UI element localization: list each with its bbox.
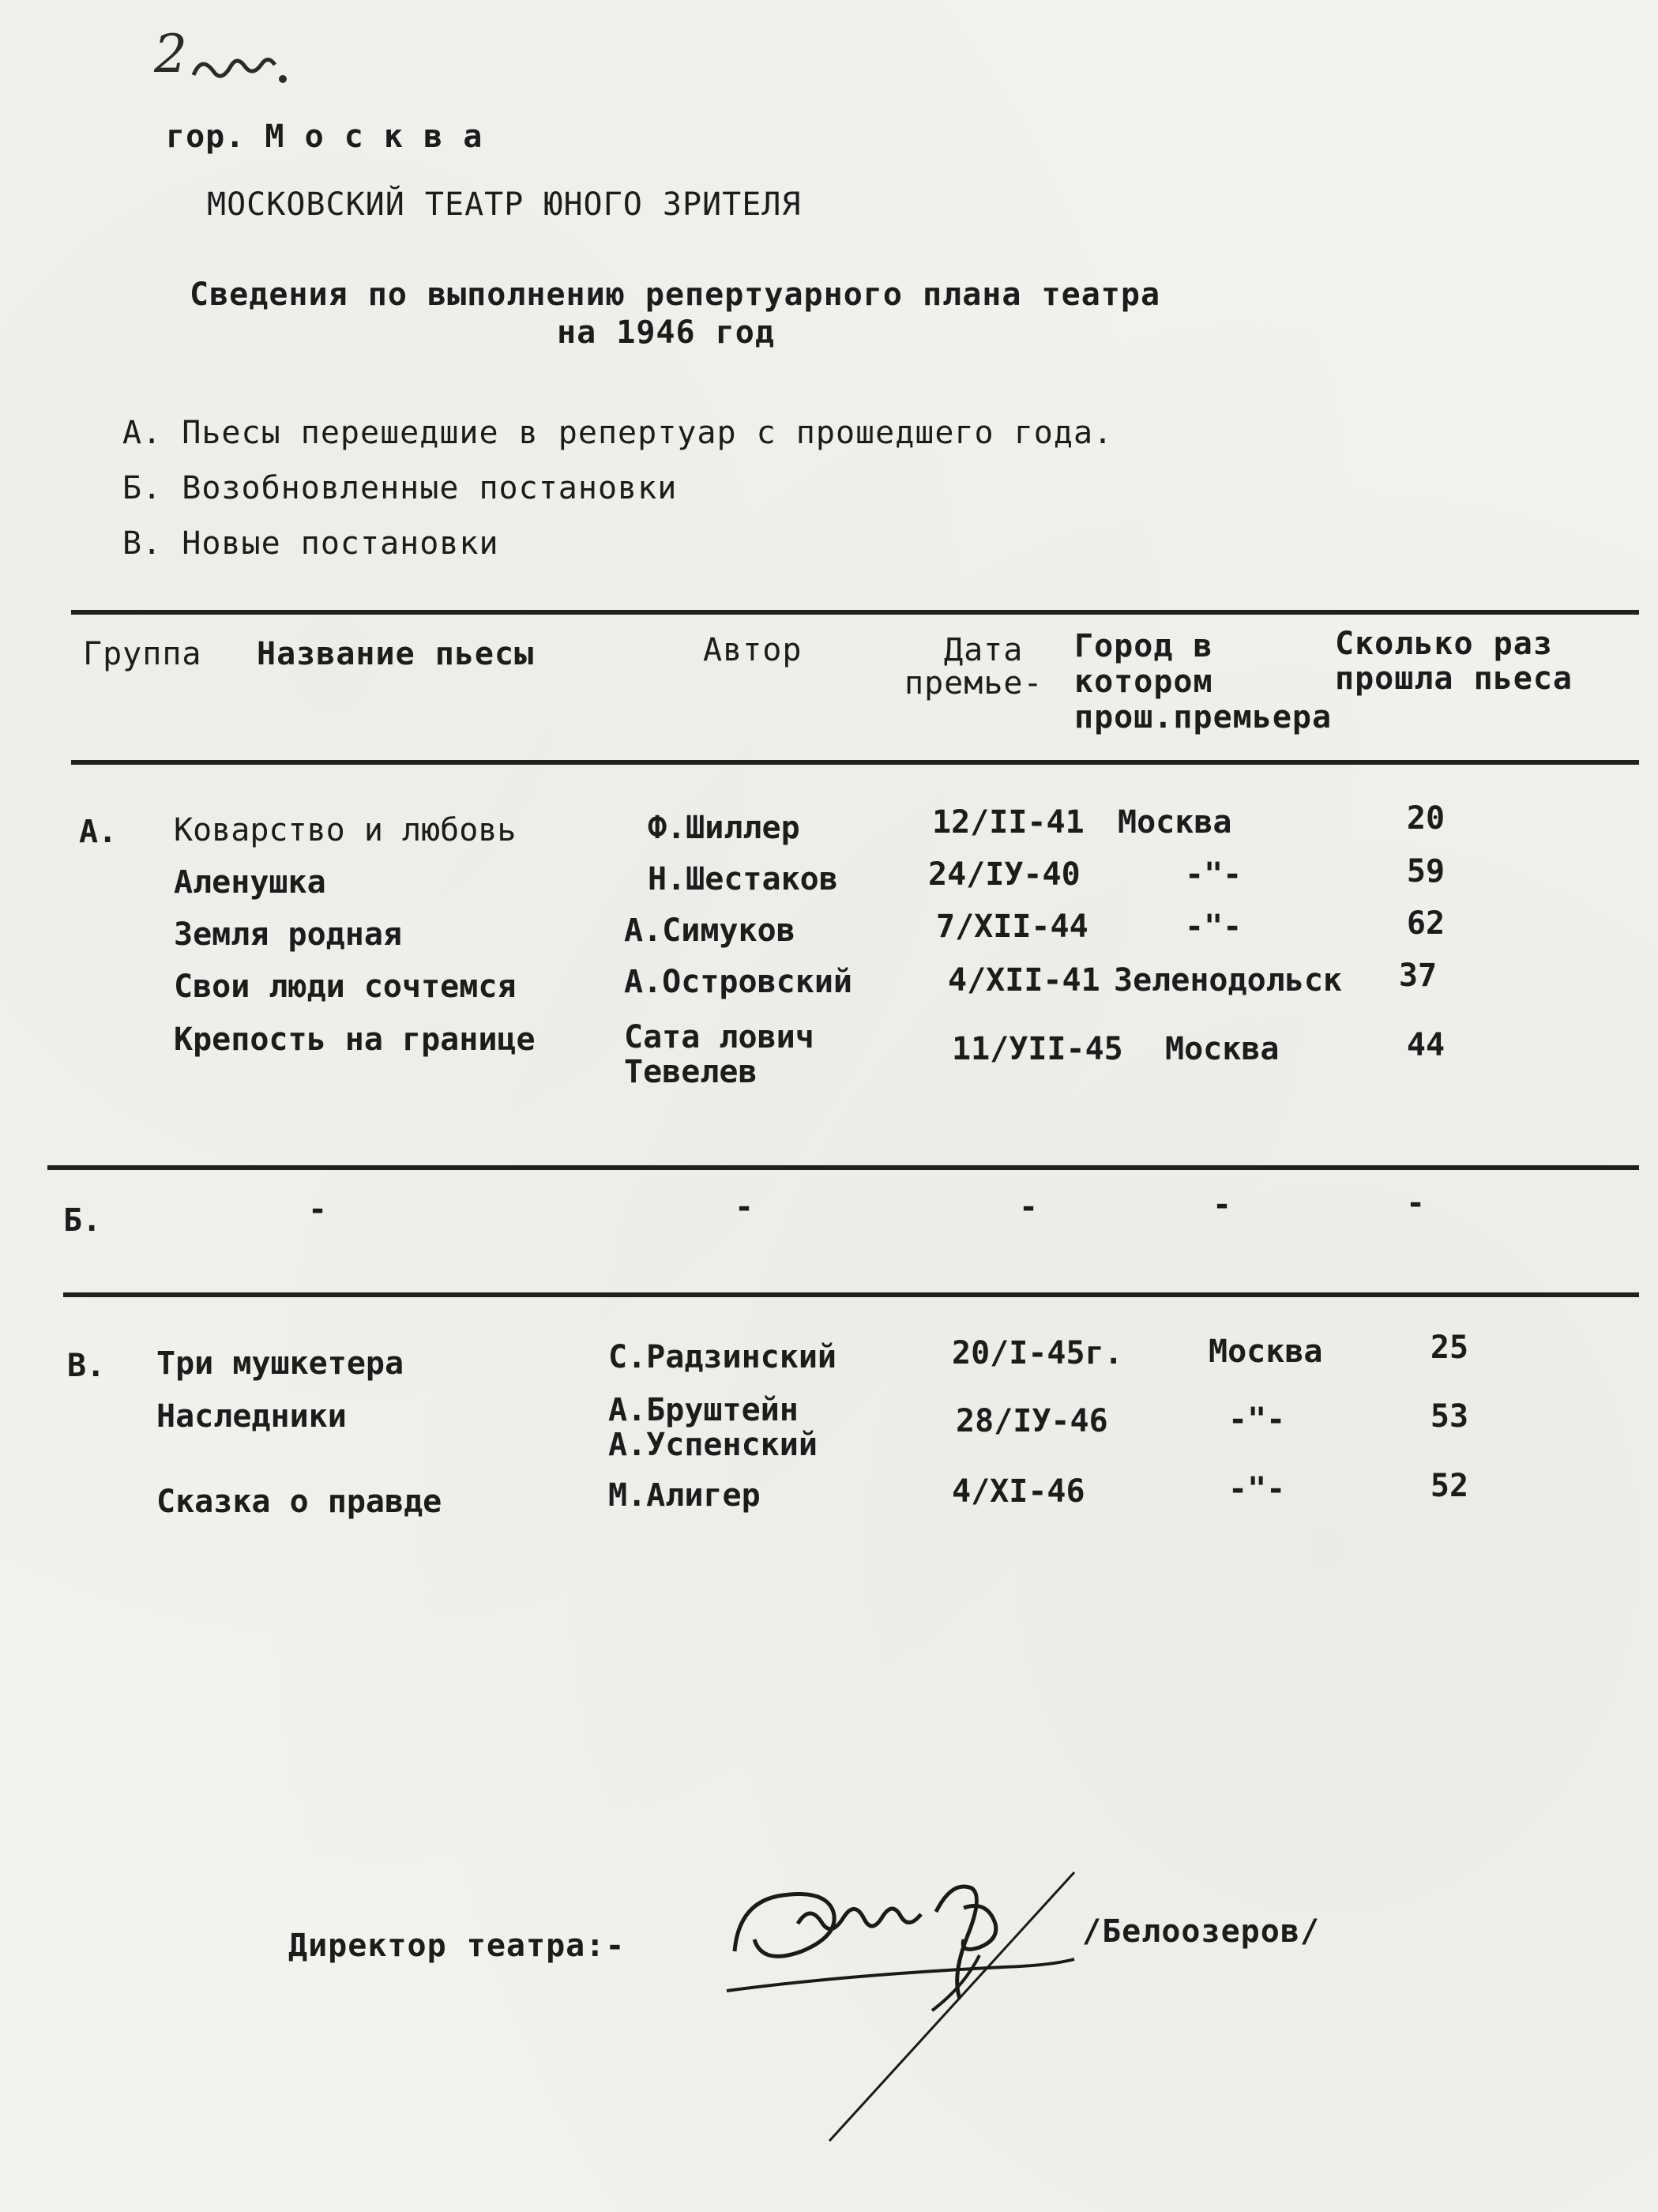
performance-count: 25 bbox=[1430, 1330, 1469, 1366]
performance-count: 20 bbox=[1406, 800, 1446, 837]
play-author-second: А.Успенский bbox=[608, 1427, 818, 1463]
play-author: С.Радзинский bbox=[608, 1339, 837, 1375]
premiere-city: Москва bbox=[1209, 1334, 1323, 1370]
premiere-city: -"- bbox=[1228, 1471, 1286, 1507]
performance-count: 59 bbox=[1406, 853, 1446, 890]
premiere-date: 12/II-41 bbox=[932, 804, 1085, 841]
group-b-label: Б. bbox=[63, 1202, 102, 1239]
legend-item-b: Б. Возобновленные постановки bbox=[122, 470, 678, 506]
group-a-bottom-rule bbox=[47, 1165, 1639, 1170]
performance-count: 44 bbox=[1406, 1027, 1446, 1063]
play-title: Три мушкетера bbox=[156, 1345, 404, 1382]
play-title: Земля родная bbox=[174, 916, 402, 953]
director-name: /Белоозеров/ bbox=[1082, 1913, 1320, 1950]
premiere-date: 28/IУ-46 bbox=[956, 1403, 1108, 1439]
header-count-2: прошла пьеса bbox=[1335, 660, 1573, 697]
title-line-2: на 1946 год bbox=[557, 314, 775, 351]
legend-item-a: А. Пьесы перешедшие в репертуар с прошедшего года. bbox=[122, 415, 1114, 451]
group-b-bottom-rule bbox=[63, 1292, 1639, 1297]
group-c-label: В. bbox=[67, 1348, 106, 1384]
group-b-dash-title: - bbox=[308, 1191, 328, 1228]
performance-count: 53 bbox=[1430, 1398, 1469, 1435]
performance-count: 37 bbox=[1398, 957, 1438, 994]
premiere-date: 11/УII-45 bbox=[952, 1031, 1123, 1067]
signature bbox=[711, 1864, 1082, 2149]
header-bottom-rule bbox=[71, 760, 1639, 765]
premiere-date: 4/XII-41 bbox=[948, 962, 1100, 999]
premiere-city: -"- bbox=[1228, 1401, 1286, 1438]
group-b-dash-city: - bbox=[1212, 1187, 1232, 1223]
premiere-city: -"- bbox=[1185, 856, 1243, 893]
group-b-dash-count: - bbox=[1406, 1185, 1426, 1221]
performance-count: 62 bbox=[1406, 905, 1446, 942]
page-mark: 2 bbox=[154, 24, 187, 85]
premiere-date: 4/XI-46 bbox=[952, 1473, 1085, 1510]
play-title: Аленушка bbox=[174, 864, 326, 901]
header-title: Название пьесы bbox=[257, 636, 535, 672]
play-title: Крепость на границе bbox=[174, 1021, 536, 1058]
premiere-city: Москва bbox=[1118, 804, 1232, 841]
play-title: Сказка о правде bbox=[156, 1484, 442, 1520]
group-b-dash-author: - bbox=[735, 1189, 754, 1225]
theatre-name: МОСКОВСКИЙ ТЕАТР ЮНОГО ЗРИТЕЛЯ bbox=[207, 186, 802, 223]
play-title: Свои люди сочтемся bbox=[174, 969, 517, 1005]
play-author: Сата лович bbox=[624, 1019, 814, 1055]
premiere-city: Зеленодольск bbox=[1114, 962, 1342, 999]
header-date-1: Дата bbox=[944, 632, 1024, 668]
header-city-3: прош.премьера bbox=[1074, 699, 1333, 735]
premiere-date: 20/I-45г. bbox=[952, 1335, 1123, 1371]
group-b-dash-date: - bbox=[1019, 1189, 1039, 1225]
title-line-1: Сведения по выполнению репертуарного плана театра bbox=[190, 276, 1161, 313]
header-city-2: котором bbox=[1074, 664, 1213, 700]
play-author: А.Островский bbox=[624, 964, 852, 1000]
play-author-second: Тевелев bbox=[624, 1054, 758, 1090]
play-author: Ф.Шиллер bbox=[648, 810, 800, 846]
play-title: Коварство и любовь bbox=[174, 812, 517, 848]
play-author: А.Бруштейн bbox=[608, 1392, 799, 1428]
city-line: гор. М о с к в а bbox=[166, 118, 483, 155]
premiere-city: Москва bbox=[1165, 1031, 1280, 1067]
director-label: Директор театра:- bbox=[288, 1928, 626, 1964]
play-author: М.Алигер bbox=[608, 1477, 761, 1514]
performance-count: 52 bbox=[1430, 1468, 1469, 1504]
header-date-2: премье- bbox=[904, 665, 1043, 702]
play-author: А.Симуков bbox=[624, 912, 795, 949]
header-author: Автор bbox=[703, 632, 803, 668]
header-city-1: Город в bbox=[1074, 628, 1213, 664]
table-top-rule bbox=[71, 610, 1639, 615]
legend-item-c: В. Новые постановки bbox=[122, 525, 499, 562]
play-title: Наследники bbox=[156, 1398, 347, 1435]
premiere-date: 24/IУ-40 bbox=[928, 856, 1081, 893]
page-mark-scribble bbox=[190, 43, 324, 91]
premiere-date: 7/XII-44 bbox=[936, 908, 1088, 945]
header-count-1: Сколько раз bbox=[1335, 626, 1553, 662]
header-group: Группа bbox=[83, 636, 202, 672]
group-a-label: А. bbox=[79, 814, 118, 850]
premiere-city: -"- bbox=[1185, 908, 1243, 945]
play-author: Н.Шестаков bbox=[648, 861, 838, 897]
